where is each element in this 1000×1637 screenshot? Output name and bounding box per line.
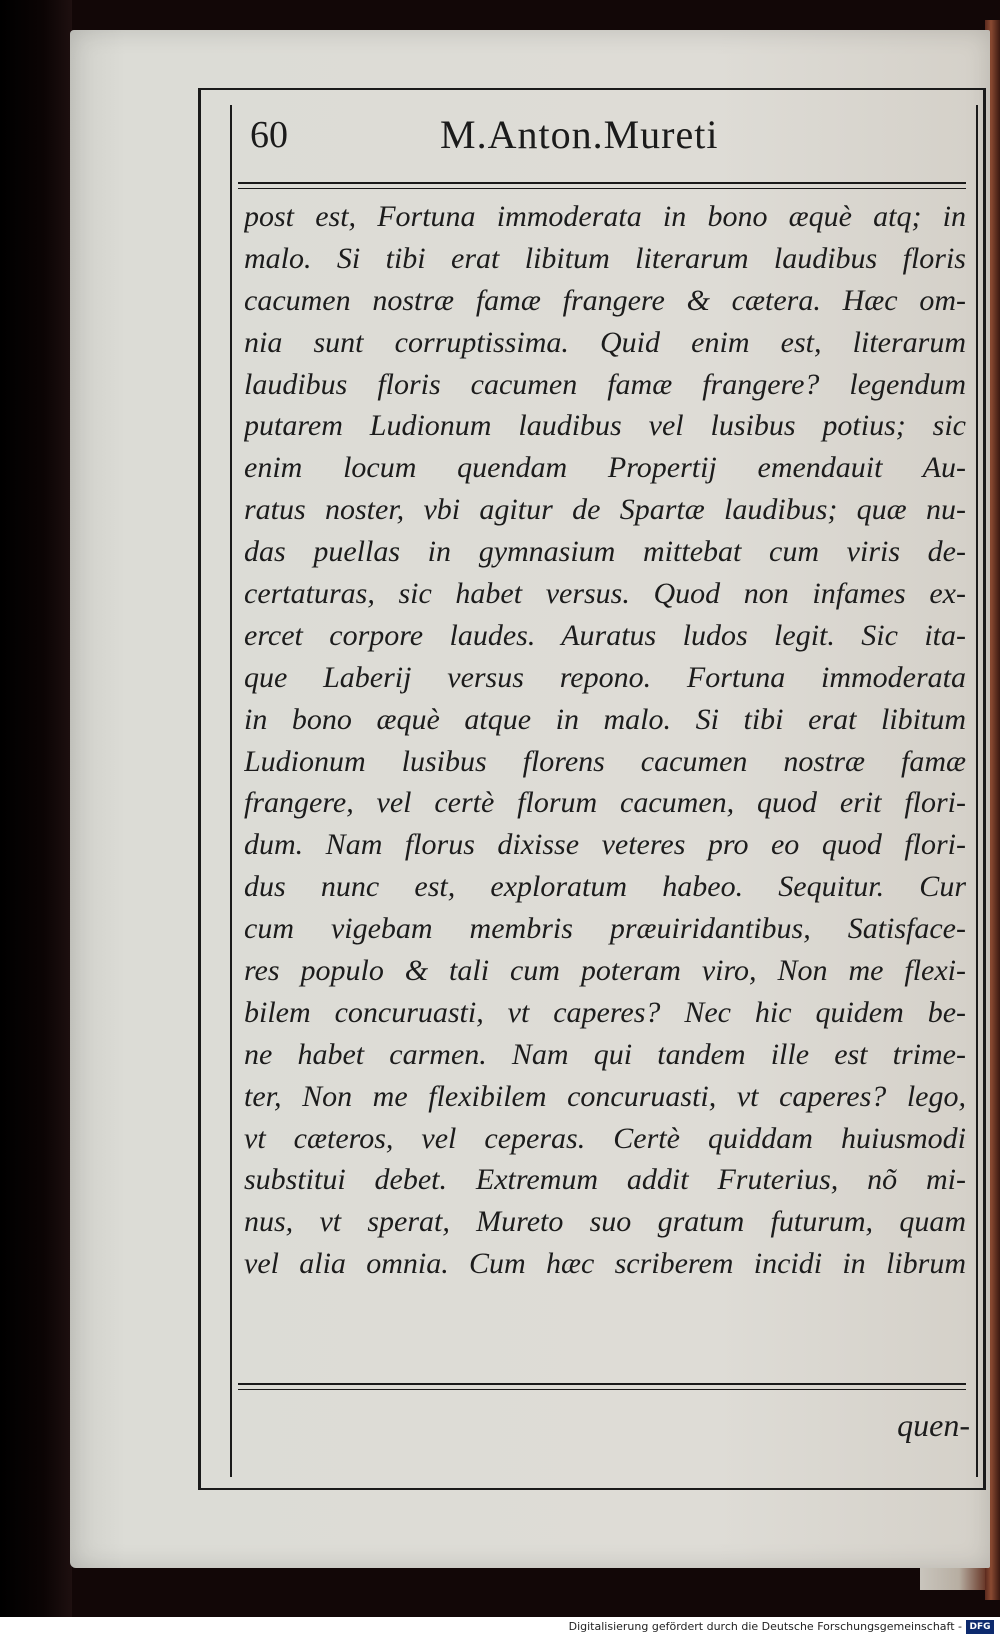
- book-spine-shadow: [0, 0, 72, 1637]
- text-line: dus nunc est, exploratum habeo. Sequitur. Cur: [244, 870, 966, 904]
- text-line: ercet corpore laudes. Auratus ludos legit. Sic ita-: [244, 618, 966, 652]
- text-line: das puellas in gymnasium mittebat cum viris de-: [244, 535, 966, 569]
- text-line: dum. Nam florus dixisse veteres pro eo quod flori-: [244, 828, 966, 862]
- page-frame-inner-left: [230, 105, 232, 1477]
- text-line: in bono æquè atque in malo. Si tibi erat libitum: [244, 702, 966, 736]
- running-head: M.Anton.Mureti: [440, 112, 719, 157]
- text-line: cacumen nostræ famæ frangere & cætera. Hæc om-: [244, 283, 966, 317]
- text-line: que Laberij versus repono. Fortuna immoderata: [244, 660, 966, 694]
- header-rule-thin: [238, 188, 966, 189]
- text-line: substitui debet. Extremum addit Fruterius, nõ mi-: [244, 1163, 966, 1197]
- text-line: ratus noster, vbi agitur de Spartæ laudibus; quæ nu-: [244, 493, 966, 527]
- text-line: vel alia omnia. Cum hæc scriberem incidi in librum: [244, 1247, 966, 1281]
- text-line: laudibus floris cacumen famæ frangere? legendum: [244, 367, 966, 401]
- text-line: cum vigebam membris præuiridantibus, Satisface-: [244, 912, 966, 946]
- dfg-logo: DFG: [966, 1620, 994, 1634]
- text-line: ter, Non me flexibilem concuruasti, vt caperes? lego,: [244, 1079, 966, 1113]
- footer-rule-thin: [238, 1389, 966, 1390]
- text-line: res populo & tali cum poteram viro, Non me flexi-: [244, 954, 966, 988]
- text-line: certaturas, sic habet versus. Quod non infames ex-: [244, 577, 966, 611]
- text-line: enim locum quendam Propertij emendauit Au-: [244, 451, 966, 485]
- body-text: [244, 196, 966, 1371]
- text-line: ne habet carmen. Nam qui tandem ille est trime-: [244, 1037, 966, 1071]
- text-line: vt cæteros, vel ceperas. Certè quiddam huiusmodi: [244, 1121, 966, 1155]
- text-line: putarem Ludionum laudibus vel lusibus potius; sic: [244, 409, 966, 443]
- text-line: malo. Si tibi erat libitum literarum laudibus floris: [244, 241, 966, 275]
- text-line: nus, vt sperat, Mureto suo gratum futurum, quam: [244, 1205, 966, 1239]
- text-line: nia sunt corruptissima. Quid enim est, literarum: [244, 325, 966, 359]
- catchword: quen-: [897, 1407, 970, 1443]
- footer-rule: [238, 1383, 966, 1385]
- header-rule: [238, 182, 966, 184]
- text-line: bilem concuruasti, vt caperes? Nec hic quidem be-: [244, 995, 966, 1029]
- text-line: post est, Fortuna immoderata in bono æquè atq; in: [244, 200, 966, 233]
- page-frame-inner-right: [976, 105, 978, 1477]
- page-number: 60: [250, 114, 288, 156]
- text-line: Ludionum lusibus florens cacumen nostræ famæ: [244, 744, 966, 778]
- text-line: frangere, vel certè florum cacumen, quod erit flori-: [244, 786, 966, 820]
- funding-credit: Digitalisierung gefördert durch die Deutsche Forschungsgemeinschaft -: [568, 1620, 962, 1633]
